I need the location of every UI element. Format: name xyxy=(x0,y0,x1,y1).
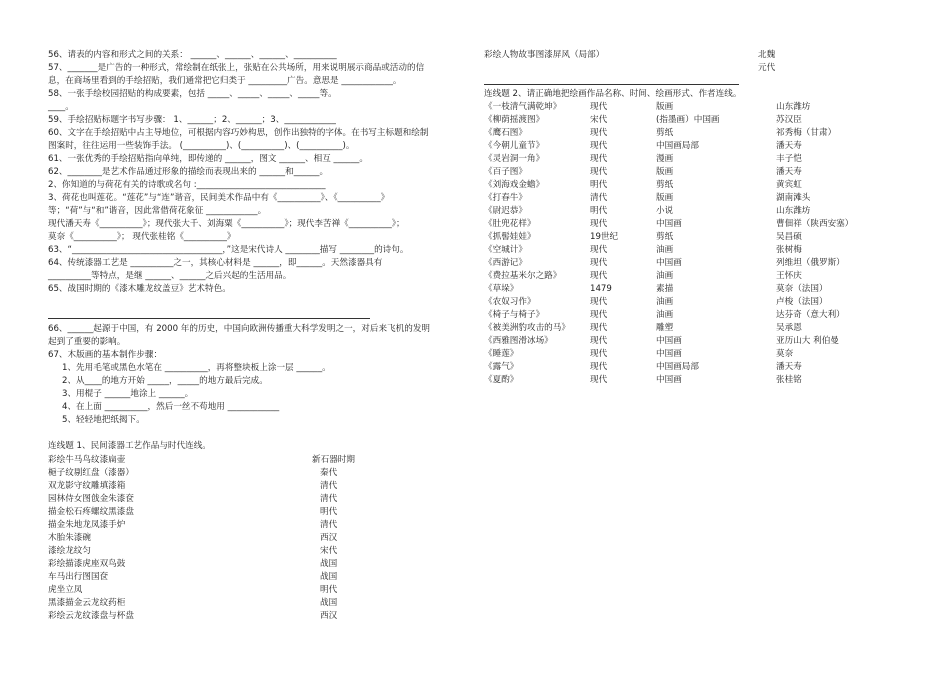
question-lotus-3-artists-cont: 莫奈《__________》； 现代张桂铭《__________》 xyxy=(48,232,236,242)
match2-work: 《灵岩洞一角》 xyxy=(484,154,545,164)
match2-work: 《西雅图滑冰场》 xyxy=(484,336,553,346)
match2-form: 中国画局部 xyxy=(656,141,699,151)
question-56: 56、请表的内容和形式之间的关系： ______、______、______、__________ xyxy=(48,50,337,60)
match1-item: 虎坐立凤 xyxy=(48,585,83,595)
match2-title: 连线题 2、请正确地把绘画作品名称、时间、绘画形式、作者连线。 xyxy=(484,89,742,99)
question-67: 67、木版画的基本制作步骤： xyxy=(48,350,163,360)
match2-form: 中国画局部 xyxy=(656,362,699,372)
match2-work: 《草垛》 xyxy=(484,284,519,294)
match2-author: 苏汉臣 xyxy=(776,115,802,125)
match2-form: 小说 xyxy=(656,206,674,216)
step-3: 3、用棍子 ______地涂上 ______。 xyxy=(62,389,194,399)
match1-period: 新石器时期 xyxy=(312,455,355,465)
question-lotus-2: 2、你知道的与荷花有关的诗歌或名句 :______________________________ xyxy=(48,180,326,190)
match2-author: 莫奈（法国） xyxy=(776,284,828,294)
match2-time: 现代 xyxy=(590,271,608,281)
match1-item: 双龙影守纹雕填漆箱 xyxy=(48,481,126,491)
question-61: 61、一张优秀的手绘招贴指向单纯，即传递的 ______，图文 ______、相互 ______。 xyxy=(48,154,368,164)
step-4: 4、在上面 __________，然后一丝不苟地用 ____________ xyxy=(62,402,280,412)
match2-author: 卢梭（法国） xyxy=(776,297,828,307)
match2-time: 明代 xyxy=(590,206,608,216)
question-57-cont: 息，在商场里看到的手绘招贴，我们通常把它归类于 _________广告。意思是 ____________。 xyxy=(48,76,402,86)
match2-work: 《今朝儿童节》 xyxy=(484,141,545,151)
match2-author: 湖南滩头 xyxy=(776,193,811,203)
match1-period: 战国 xyxy=(320,572,338,582)
match2-time: 宋代 xyxy=(590,115,608,125)
match2-time: 清代 xyxy=(590,193,608,203)
match2-form: 油画 xyxy=(656,245,674,255)
match2-author: 山东潍坊 xyxy=(776,102,811,112)
match1-item: 彩绘描漆虎座双鸟鼓 xyxy=(48,559,126,569)
match1-item: 园林侍女图戗金朱漆奁 xyxy=(48,494,134,504)
match2-author: 曹佃祥（陕西安塞） xyxy=(776,219,854,229)
question-58-cont: ____。 xyxy=(48,102,74,112)
match2-form: 油画 xyxy=(656,297,674,307)
match2-author: 王怀庆 xyxy=(776,271,802,281)
match2-form: 版画 xyxy=(656,102,674,112)
match2-time: 现代 xyxy=(590,141,608,151)
step-5: 5、轻轻地把纸揭下。 xyxy=(62,415,145,425)
match2-author: 列维坦（俄罗斯） xyxy=(776,258,845,268)
match2-work: 《刘海戏金蟾》 xyxy=(484,180,545,190)
question-64: 64、传统漆器工艺是 __________之一，其核心材料是 ______，即______。天然漆器具有 xyxy=(48,258,383,268)
match2-author: 张树梅 xyxy=(776,245,802,255)
match2-time: 19世纪 xyxy=(590,232,619,242)
match2-form: 中国画 xyxy=(656,219,682,229)
match2-author: 潘天寿 xyxy=(776,141,802,151)
match2-time: 现代 xyxy=(590,128,608,138)
match2-work: 《打春牛》 xyxy=(484,193,527,203)
step-2: 2、从____的地方开始 _____，_____的地方最后完成。 xyxy=(62,376,268,386)
answer-line xyxy=(48,318,370,319)
match2-form: 版画 xyxy=(656,167,674,177)
match1-period: 战国 xyxy=(320,559,338,569)
match2-author: 山东潍坊 xyxy=(776,206,811,216)
match2-form: 中国画 xyxy=(656,375,682,385)
question-lotus-3-cont: 等；“荷”与“和”谐音，因此常借荷花象征 ____________。 xyxy=(48,206,267,216)
step-1: 1、先用毛笔或黑色水笔在 __________，再将整块板上涂一层 ______。 xyxy=(62,363,331,373)
match2-form: 中国画 xyxy=(656,336,682,346)
match2-author: 祁秀梅（甘肃） xyxy=(776,128,837,138)
question-59: 59、手绘招贴标题字书写步骤： 1、______；2、______；3、____________ xyxy=(48,115,336,125)
match2-work: 《被美洲豹攻击的马》 xyxy=(484,323,570,333)
match2-work: 《椅子与椅子》 xyxy=(484,310,545,320)
question-60-cont: 图案时，往往运用一些装饰手法。 (__________)、(__________)、(__________)。 xyxy=(48,141,355,151)
match2-time: 现代 xyxy=(590,245,608,255)
match2-time: 现代 xyxy=(590,349,608,359)
match1-item: 木胎朱漆碗 xyxy=(48,533,91,543)
match2-time: 现代 xyxy=(590,258,608,268)
match2-form: 剪纸 xyxy=(656,180,674,190)
match2-work: 《柳荫摇渡图》 xyxy=(484,115,545,125)
match1-period: 清代 xyxy=(320,520,338,530)
match2-work: 《露气》 xyxy=(484,362,519,372)
match2-author: 吴承恩 xyxy=(776,323,802,333)
match2-work: 《一枝清气满乾坤》 xyxy=(484,102,562,112)
match2-form: 漫画 xyxy=(656,154,674,164)
match1-item: 描金松石疼螺纹黑漆盘 xyxy=(48,507,134,517)
question-66: 66、______起源于中国，有 2000 年的历史，中国向欧洲传播重大科学发明之一，对后来飞机的发明 xyxy=(48,324,431,334)
match1-item: 彩绘云龙纹漆盘与杯盘 xyxy=(48,611,134,621)
match2-author: 黄宾虹 xyxy=(776,180,802,190)
match2-form: 油画 xyxy=(656,271,674,281)
match2-work: 《空城计》 xyxy=(484,245,527,255)
top-era-2: 元代 xyxy=(758,63,776,73)
match1-period: 宋代 xyxy=(320,546,338,556)
match1-item: 漆绘龙纹匀 xyxy=(48,546,91,556)
match2-author: 吴昌硕 xyxy=(776,232,802,242)
question-65: 65、战国时期的《漆木雕龙纹盖豆》艺术特色。 xyxy=(48,284,231,294)
match2-time: 现代 xyxy=(590,102,608,112)
question-64-cont: __________等特点，是继 ______、______之后兴起的生活用品。 xyxy=(48,271,292,281)
match2-form: 版画 xyxy=(656,193,674,203)
match2-work: 《睡莲》 xyxy=(484,349,519,359)
match2-time: 1479 xyxy=(590,284,612,294)
match2-time: 现代 xyxy=(590,310,608,320)
match1-period: 西汉 xyxy=(320,533,338,543)
question-58: 58、一张手绘校园招贴的构成要素，包括 _____、_____、_____、_____等。 xyxy=(48,89,337,99)
question-lotus-3-artists: 现代潘天寿《__________》；现代张大千、刘海粟《__________》；现代李苦禅《__________》； xyxy=(48,219,405,229)
question-lotus-3: 3、荷花也叫莲花。“莲花”与“连”谐音，民间美术作品中有《__________》、《__________》 xyxy=(48,193,390,203)
match2-time: 现代 xyxy=(590,154,608,164)
match2-time: 现代 xyxy=(590,362,608,372)
match2-form: 剪纸 xyxy=(656,232,674,242)
match2-time: 现代 xyxy=(590,323,608,333)
match1-item: 彩绘牛马鸟纹漆扁壶 xyxy=(48,455,126,465)
match2-form: 油画 xyxy=(656,310,674,320)
match2-author: 达芬奇（意大利） xyxy=(776,310,845,320)
match1-title: 连线题 1、民间漆器工艺作品与时代连线。 xyxy=(48,441,211,451)
match2-time: 明代 xyxy=(590,180,608,190)
match2-time: 现代 xyxy=(590,336,608,346)
top-work-1: 彩绘人物故事图漆屏风（局部） xyxy=(484,50,605,60)
match2-author: 张桂铭 xyxy=(776,375,802,385)
match2-time: 现代 xyxy=(590,375,608,385)
match2-work: 《农奴习作》 xyxy=(484,297,536,307)
match2-author: 丰子恺 xyxy=(776,154,802,164)
match1-period: 战国 xyxy=(320,598,338,608)
match2-form: 中国画 xyxy=(656,349,682,359)
question-60: 60、文字在手绘招贴中占主导地位，可根据内容巧妙构思，创作出独特的字体。在书写主标题和绘制 xyxy=(48,128,429,138)
match1-period: 秦代 xyxy=(320,468,338,478)
match2-author: 潘天寿 xyxy=(776,362,802,372)
match1-period: 西汉 xyxy=(320,611,338,621)
match2-form: (指墨画）中国画 xyxy=(656,115,720,125)
match2-author: 亚历山大 利伯曼 xyxy=(776,336,839,346)
match2-time: 现代 xyxy=(590,297,608,307)
match2-form: 雕塑 xyxy=(656,323,674,333)
top-era-1: 北魏 xyxy=(758,50,776,60)
match2-time: 现代 xyxy=(590,167,608,177)
match1-item: 车马出行图国奁 xyxy=(48,572,109,582)
match2-author: 潘天寿 xyxy=(776,167,802,177)
question-63: 63、“___________________________________，”这是宋代诗人 ________描写 ________的诗句。 xyxy=(48,245,409,255)
match2-work: 《肚兜花样》 xyxy=(484,219,536,229)
match1-item: 描金朱地龙凤漆手炉 xyxy=(48,520,126,530)
match1-period: 明代 xyxy=(320,507,338,517)
match2-form: 剪纸 xyxy=(656,128,674,138)
match2-work: 《费拉基米尔之路》 xyxy=(484,271,562,281)
match2-author: 莫奈 xyxy=(776,349,794,359)
match1-period: 清代 xyxy=(320,481,338,491)
match2-form: 中国画 xyxy=(656,258,682,268)
match1-item: 黑漆描金云龙纹药柜 xyxy=(48,598,126,608)
match1-item: 梔子纹剔红盘（漆器） xyxy=(48,468,134,478)
answer-line xyxy=(484,84,739,85)
match2-work: 《夏酌》 xyxy=(484,375,519,385)
match2-work: 《西游记》 xyxy=(484,258,527,268)
question-62: 62、________是艺术作品通过形象的描绘而表现出来的 ______和______。 xyxy=(48,167,329,177)
question-66-cont: 起到了重要的影响。 xyxy=(48,337,126,347)
match1-period: 明代 xyxy=(320,585,338,595)
match2-form: 素描 xyxy=(656,284,674,294)
match2-work: 《尉迟恭》 xyxy=(484,206,527,216)
match2-work: 《鹰石图》 xyxy=(484,128,527,138)
question-57: 57、_______是广告的一种形式，常绘制在纸张上，张贴在公共场所，用来说明展示商品或活动的信 xyxy=(48,63,425,73)
match2-work: 《抓髻娃娃》 xyxy=(484,232,536,242)
match2-work: 《百子图》 xyxy=(484,167,527,177)
match2-time: 现代 xyxy=(590,219,608,229)
match1-period: 清代 xyxy=(320,494,338,504)
